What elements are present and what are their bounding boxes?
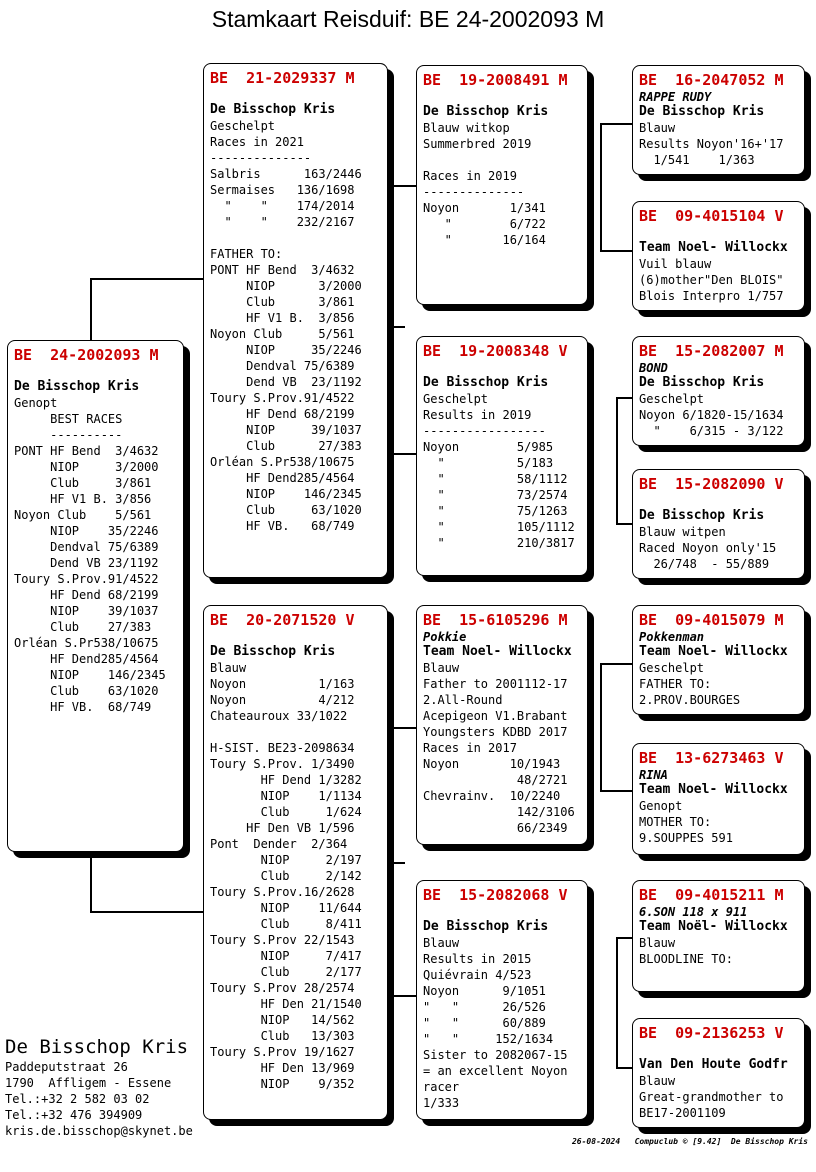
- detail-line: Club 1/624: [210, 805, 362, 819]
- detail-line: Toury S.Prov 19/1627: [210, 1045, 355, 1059]
- pigeon-card-paternal-grandmother: [416, 336, 588, 576]
- detail-line: NIOP 146/2345: [14, 668, 166, 682]
- detail-line: Noyon 1/163: [210, 677, 355, 691]
- detail-line: 2.All-Round: [423, 693, 503, 707]
- detail-line: Blauw: [639, 1074, 676, 1088]
- detail-line: Results in 2015: [423, 952, 532, 966]
- owner-name: Team Noel- Willockx: [639, 782, 788, 797]
- connector: [387, 862, 405, 864]
- breeder-city: 1790 Affligem - Essene: [5, 1076, 172, 1090]
- detail-line: Races in 2017: [423, 741, 517, 755]
- detail-line: BEST RACES: [14, 412, 123, 426]
- owner-name: De Bisschop Kris: [210, 644, 336, 659]
- pigeon-nickname: [423, 90, 581, 104]
- detail-line: Noyon Club 5/561: [14, 508, 152, 522]
- detail-line: Club 2/142: [210, 869, 362, 883]
- detail-line: ----------: [14, 428, 123, 442]
- ring-number: BE 09-4015104 V: [639, 207, 784, 225]
- detail-line: Blauw: [423, 661, 460, 675]
- detail-line: HF Dend 68/2199: [210, 407, 355, 421]
- detail-line: Salbris 163/2446: [210, 167, 362, 181]
- owner-name: Team Noel- Willockx: [639, 240, 788, 255]
- pigeon-nickname: [423, 361, 581, 375]
- ring-number: BE 20-2071520 V: [210, 611, 355, 629]
- detail-line: Pont Dender 2/364: [210, 837, 348, 851]
- card-details: [14, 395, 177, 715]
- detail-line: Dendval 75/6389: [14, 540, 159, 554]
- detail-line: = an excellent Noyon: [423, 1064, 568, 1078]
- detail-line: PONT HF Bend 3/4632: [14, 444, 159, 458]
- detail-line: " " 174/2014: [210, 199, 355, 213]
- detail-line: Chateauroux 33/1022: [210, 709, 348, 723]
- connector: [600, 663, 633, 665]
- card-details: [423, 660, 581, 836]
- detail-line: H-SIST. BE23-2098634: [210, 741, 355, 755]
- connector: [616, 937, 618, 1067]
- owner-name: De Bisschop Kris: [423, 919, 549, 934]
- detail-line: Toury S.Prov.91/4522: [210, 391, 355, 405]
- detail-line: Club 13/303: [210, 1029, 355, 1043]
- detail-line: Noyon 5/985: [423, 440, 554, 454]
- detail-line: Toury S.Prov. 1/3490: [210, 757, 355, 771]
- detail-line: 142/3106: [423, 805, 575, 819]
- pigeon-nickname: Pokkie: [423, 630, 467, 644]
- detail-line: Genopt: [639, 799, 683, 813]
- detail-line: HF Dend 1/3282: [210, 773, 362, 787]
- detail-line: Results Noyon'16+'17: [639, 137, 784, 151]
- card-details: [639, 391, 798, 439]
- detail-line: --------------: [210, 151, 312, 165]
- detail-line: Toury S.Prov.91/4522: [14, 572, 159, 586]
- connector: [387, 185, 417, 187]
- detail-line: NIOP 11/644: [210, 901, 362, 915]
- detail-line: Genopt: [14, 396, 58, 410]
- pigeon-card-ggp-8: [632, 1018, 805, 1128]
- pigeon-nickname: [639, 1043, 798, 1057]
- connector: [600, 663, 602, 790]
- detail-line: Club 8/411: [210, 917, 362, 931]
- detail-line: [210, 724, 381, 740]
- detail-line: Geschelpt: [210, 119, 276, 133]
- pigeon-card-ggp-3: [632, 336, 805, 446]
- detail-line: PONT HF Bend 3/4632: [210, 263, 355, 277]
- detail-line: Blauw: [423, 936, 460, 950]
- detail-line: Races in 2019: [423, 169, 517, 183]
- connector: [616, 397, 633, 399]
- detail-line: HF Dend285/4564: [14, 652, 159, 666]
- pigeon-card-mother: [203, 605, 388, 1120]
- detail-line: Geschelpt: [639, 392, 705, 406]
- detail-line: Dend VB 23/1192: [210, 375, 362, 389]
- detail-line: NIOP 2/197: [210, 853, 362, 867]
- connector: [90, 278, 92, 340]
- detail-line: Club 3/861: [14, 476, 152, 490]
- detail-line: Noyon 9/1051: [423, 984, 546, 998]
- detail-line: Club 27/383: [210, 439, 362, 453]
- card-details: [210, 660, 381, 1092]
- detail-line: 9.SOUPPES 591: [639, 831, 733, 845]
- pigeon-nickname: [639, 494, 798, 508]
- detail-line: " 210/3817: [423, 536, 575, 550]
- detail-line: NIOP 39/1037: [210, 423, 362, 437]
- detail-line: " " 232/2167: [210, 215, 355, 229]
- owner-name: Team Noël- Willockx: [639, 919, 788, 934]
- pigeon-nickname: [639, 226, 798, 240]
- detail-line: Geschelpt: [639, 661, 705, 675]
- detail-line: " 16/164: [423, 233, 546, 247]
- owner-name: De Bisschop Kris: [210, 102, 336, 117]
- detail-line: NIOP 9/352: [210, 1077, 355, 1091]
- detail-line: " 5/183: [423, 456, 554, 470]
- ring-number: BE 09-4015079 M: [639, 611, 784, 629]
- detail-line: Orléan S.Pr538/10675: [14, 636, 159, 650]
- breeder-phone: Tel.:+32 2 582 03 02: [5, 1092, 150, 1106]
- detail-line: HF Den VB 1/596: [210, 821, 355, 835]
- detail-line: Vuil blauw: [639, 257, 712, 271]
- card-details: [639, 660, 798, 708]
- card-details: [210, 118, 381, 534]
- connector: [90, 278, 204, 280]
- owner-name: De Bisschop Kris: [639, 375, 765, 390]
- connector: [616, 523, 633, 525]
- detail-line: " 6/315 - 3/122: [639, 424, 784, 438]
- detail-line: " " 60/889: [423, 1016, 546, 1030]
- card-details: [639, 798, 798, 846]
- detail-line: HF Den 13/969: [210, 1061, 355, 1075]
- connector: [600, 250, 633, 252]
- detail-line: " 73/2574: [423, 488, 568, 502]
- breeder-email: kris.de.bisschop@skynet.be: [5, 1124, 193, 1138]
- detail-line: Club 63/1020: [210, 503, 362, 517]
- ring-number: BE 09-4015211 M: [639, 886, 784, 904]
- ring-number: BE 16-2047052 M: [639, 71, 784, 89]
- detail-line: (6)mother"Den BLOIS": [639, 273, 784, 287]
- detail-line: Acepigeon V1.Brabant: [423, 709, 568, 723]
- connector: [387, 995, 417, 997]
- ring-number: BE 19-2008491 M: [423, 71, 568, 89]
- detail-line: Noyon 10/1943: [423, 757, 561, 771]
- detail-line: Blauw: [639, 121, 676, 135]
- pigeon-card-ggp-2: [632, 201, 805, 311]
- breeder-name: De Bisschop Kris: [5, 1036, 189, 1058]
- page-title: Stamkaart Reisduif: BE 24-2002093 M: [211, 6, 605, 32]
- pigeon-nickname: [423, 905, 581, 919]
- detail-line: Geschelpt: [423, 392, 489, 406]
- connector: [600, 790, 633, 792]
- connector: [90, 911, 204, 913]
- detail-line: Blois Interpro 1/757: [639, 289, 784, 303]
- ring-number: BE 19-2008348 V: [423, 342, 568, 360]
- detail-line: HF Dend285/4564: [210, 471, 355, 485]
- detail-line: Results in 2019: [423, 408, 532, 422]
- detail-line: -----------------: [423, 424, 546, 438]
- detail-line: Noyon 6/1820-15/1634: [639, 408, 784, 422]
- connector: [600, 123, 633, 125]
- detail-line: BLOODLINE TO:: [639, 952, 733, 966]
- detail-line: HF VB. 68/749: [210, 519, 355, 533]
- detail-line: [423, 152, 581, 168]
- detail-line: Youngsters KDBD 2017: [423, 725, 568, 739]
- detail-line: " 105/1112: [423, 520, 575, 534]
- pigeon-nickname: [210, 88, 381, 102]
- pigeon-card-ggp-4: [632, 469, 805, 579]
- pigeon-nickname: [14, 365, 177, 379]
- detail-line: Orléan S.Pr538/10675: [210, 455, 355, 469]
- detail-line: Blauw witkop: [423, 121, 510, 135]
- ring-number: BE 21-2029337 M: [210, 69, 355, 87]
- detail-line: FATHER TO:: [639, 677, 712, 691]
- detail-line: NIOP 3/2000: [14, 460, 159, 474]
- detail-line: --------------: [423, 185, 525, 199]
- detail-line: FATHER TO:: [210, 247, 283, 261]
- pigeon-card-father: [203, 63, 388, 578]
- detail-line: Blauw: [639, 936, 676, 950]
- pigeon-nickname: RAPPE RUDY: [639, 90, 712, 104]
- detail-line: NIOP 35/2246: [14, 524, 159, 538]
- ring-number: BE 15-6105296 M: [423, 611, 568, 629]
- detail-line: " " 26/526: [423, 1000, 546, 1014]
- detail-line: HF V1 B. 3/856: [14, 492, 152, 506]
- pigeon-card-maternal-grandfather: [416, 605, 588, 845]
- connector: [387, 727, 417, 729]
- breeder-mobile: Tel.:+32 476 394909: [5, 1108, 143, 1122]
- detail-line: Sister to 2082067-15: [423, 1048, 568, 1062]
- pigeon-card-maternal-grandmother: [416, 880, 588, 1120]
- detail-line: HF V1 B. 3/856: [210, 311, 355, 325]
- detail-line: Dend VB 23/1192: [14, 556, 159, 570]
- detail-line: Quiévrain 4/523: [423, 968, 532, 982]
- detail-line: MOTHER TO:: [639, 815, 712, 829]
- pigeon-nickname: BOND: [639, 361, 668, 375]
- owner-name: De Bisschop Kris: [423, 375, 549, 390]
- pigeon-card-ggp-6: [632, 743, 805, 855]
- connector: [600, 123, 602, 250]
- detail-line: [210, 230, 381, 246]
- ring-number: BE 15-2082090 V: [639, 475, 784, 493]
- detail-line: Noyon Club 5/561: [210, 327, 355, 341]
- ring-number: BE 09-2136253 V: [639, 1024, 784, 1042]
- pigeon-card-ggp-5: [632, 605, 805, 715]
- detail-line: Toury S.Prov 28/2574: [210, 981, 355, 995]
- detail-line: Races in 2021: [210, 135, 304, 149]
- detail-line: racer: [423, 1080, 460, 1094]
- breeder-street: Paddeputstraat 26: [5, 1060, 128, 1074]
- detail-line: Great-grandmother to: [639, 1090, 784, 1104]
- detail-line: Club 27/383: [14, 620, 152, 634]
- pigeon-nickname: Pokkenman: [639, 630, 705, 644]
- pigeon-nickname: [210, 630, 381, 644]
- detail-line: " " 152/1634: [423, 1032, 554, 1046]
- detail-line: NIOP 146/2345: [210, 487, 362, 501]
- pigeon-card-subject: [7, 340, 184, 852]
- detail-line: 48/2721: [423, 773, 568, 787]
- detail-line: HF Den 21/1540: [210, 997, 362, 1011]
- card-details: [639, 524, 798, 572]
- detail-line: Sermaises 136/1698: [210, 183, 355, 197]
- detail-line: Blauw witpen: [639, 525, 726, 539]
- detail-line: Club 63/1020: [14, 684, 159, 698]
- detail-line: HF Dend 68/2199: [14, 588, 159, 602]
- detail-line: NIOP 1/1134: [210, 789, 362, 803]
- detail-line: Blauw: [210, 661, 247, 675]
- connector: [90, 852, 92, 912]
- detail-line: Summerbred 2019: [423, 137, 532, 151]
- connector: [616, 397, 618, 523]
- detail-line: " 6/722: [423, 217, 546, 231]
- detail-line: Chevrainv. 10/2240: [423, 789, 561, 803]
- detail-line: 66/2349: [423, 821, 568, 835]
- card-details: [639, 935, 798, 967]
- owner-name: De Bisschop Kris: [14, 379, 140, 394]
- ring-number: BE 15-2082068 V: [423, 886, 568, 904]
- detail-line: NIOP 3/2000: [210, 279, 362, 293]
- detail-line: Club 3/861: [210, 295, 355, 309]
- card-details: [423, 120, 581, 248]
- pigeon-nickname: RINA: [639, 768, 668, 782]
- pigeon-card-ggp-7: [632, 880, 805, 992]
- detail-line: NIOP 35/2246: [210, 343, 362, 357]
- owner-name: De Bisschop Kris: [639, 508, 765, 523]
- detail-line: NIOP 39/1037: [14, 604, 159, 618]
- card-details: [423, 391, 581, 551]
- detail-line: 26/748 - 55/889: [639, 557, 770, 571]
- footer-credit: 26-08-2024 Compuclub © [9.42] De Bisschop Kris: [571, 1137, 808, 1146]
- detail-line: Toury S.Prov.16/2628: [210, 885, 355, 899]
- card-details: [423, 935, 581, 1111]
- detail-line: 1/333: [423, 1096, 460, 1110]
- connector: [616, 1067, 633, 1069]
- breeder-address: [5, 1035, 193, 1139]
- owner-name: De Bisschop Kris: [639, 104, 765, 119]
- detail-line: Toury S.Prov 22/1543: [210, 933, 355, 947]
- detail-line: NIOP 7/417: [210, 949, 362, 963]
- card-details: [639, 1073, 798, 1121]
- detail-line: BE17-2001109: [639, 1106, 726, 1120]
- detail-line: 2.PROV.BOURGES: [639, 693, 741, 707]
- owner-name: Team Noel- Willockx: [639, 644, 788, 659]
- detail-line: Raced Noyon only'15: [639, 541, 777, 555]
- owner-name: Van Den Houte Godfr: [639, 1057, 788, 1072]
- detail-line: NIOP 14/562: [210, 1013, 355, 1027]
- pigeon-nickname: 6.SON 118 x 911: [639, 905, 748, 919]
- detail-line: 1/541 1/363: [639, 153, 755, 167]
- owner-name: De Bisschop Kris: [423, 104, 549, 119]
- detail-line: Club 2/177: [210, 965, 362, 979]
- detail-line: Noyon 4/212: [210, 693, 355, 707]
- connector: [387, 453, 417, 455]
- ring-number: BE 24-2002093 M: [14, 346, 159, 364]
- detail-line: Dendval 75/6389: [210, 359, 355, 373]
- detail-line: Father to 2001112-17: [423, 677, 568, 691]
- card-details: [639, 256, 798, 304]
- ring-number: BE 15-2082007 M: [639, 342, 784, 360]
- connector: [387, 326, 405, 328]
- detail-line: HF VB. 68/749: [14, 700, 152, 714]
- detail-line: Noyon 1/341: [423, 201, 546, 215]
- pigeon-card-ggp-1: [632, 65, 805, 175]
- owner-name: Team Noel- Willockx: [423, 644, 572, 659]
- detail-line: " 75/1263: [423, 504, 568, 518]
- ring-number: BE 13-6273463 V: [639, 749, 784, 767]
- connector: [616, 937, 633, 939]
- detail-line: " 58/1112: [423, 472, 568, 486]
- pigeon-card-paternal-grandfather: [416, 65, 588, 305]
- card-details: [639, 120, 798, 168]
